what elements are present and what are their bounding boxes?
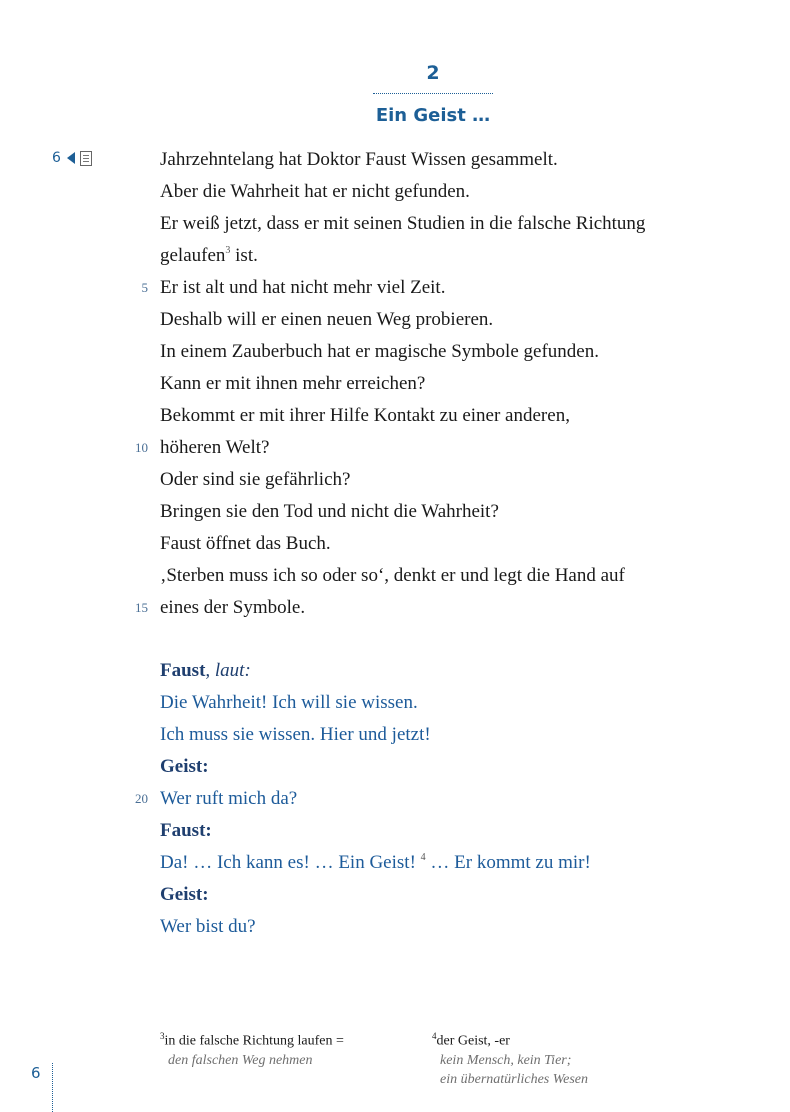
text-line: Bekommt er mit ihrer Hilfe Kontakt zu einer anderen, xyxy=(160,405,570,426)
line-number: 15 xyxy=(135,600,148,615)
text-line: 15 eines der Symbole. xyxy=(160,594,760,626)
text-line: 10 höheren Welt? xyxy=(160,434,760,466)
page-number: 6 xyxy=(31,1064,41,1082)
footnote-definition: ein übernatürliches Wesen xyxy=(440,1071,589,1087)
text-line: Oder sind sie gefährlich? xyxy=(160,469,351,490)
footnote-marker: 4 xyxy=(432,1031,437,1041)
speaker-icon xyxy=(67,152,75,164)
footnote-4 xyxy=(432,1027,588,1089)
footnote-3 xyxy=(160,1027,344,1070)
text-line: Er weiß jetzt, dass er mit seinen Studien in die falsche Richtung xyxy=(160,213,646,234)
footnote-ref-3: 3 xyxy=(225,245,231,256)
audio-track-number: 6 xyxy=(52,150,61,166)
document-icon xyxy=(80,151,92,166)
footnote-definition: kein Mensch, kein Tier; xyxy=(440,1052,572,1068)
footnote-marker: 3 xyxy=(160,1031,165,1041)
dialogue-line: Die Wahrheit! Ich will sie wissen. xyxy=(160,692,418,713)
line-number: 10 xyxy=(135,440,148,455)
footnote-definition: den falschen Weg nehmen xyxy=(168,1052,313,1068)
dialogue-line: Da! … Ich kann es! … Ein Geist! $^4$ … Er kommt zu mir! xyxy=(160,852,591,873)
text-line: ‚Sterben muss ich so oder so‘, denkt er und legt die Hand auf xyxy=(160,565,625,586)
margin-divider xyxy=(52,1063,53,1112)
chapter-divider xyxy=(373,93,493,94)
line-number: 20 xyxy=(135,791,148,806)
chapter-number: 2 xyxy=(426,62,440,84)
speaker-name: Geist: xyxy=(160,884,209,905)
text-line: Faust öffnet das Buch. xyxy=(160,533,331,554)
text-line: gelaufen$^3$ ist. xyxy=(160,245,258,266)
speaker-name: Faust xyxy=(160,660,206,681)
dialogue-line: Ich muss sie wissen. Hier und jetzt! xyxy=(160,724,431,745)
speaker-name: Geist: xyxy=(160,756,209,777)
speaker-line xyxy=(160,657,760,689)
text-line: Deshalb will er einen neuen Weg probieren. xyxy=(160,309,494,330)
speaker-name: Faust: xyxy=(160,820,212,841)
stage-direction: , laut: xyxy=(205,660,251,681)
footnote-term: der Geist, -er xyxy=(436,1033,510,1049)
text-line: Jahrzehntelang hat Doktor Faust Wissen gesammelt. xyxy=(160,149,558,170)
text-line: Kann er mit ihnen mehr erreichen? xyxy=(160,373,426,394)
footnote-ref-4: 4 xyxy=(420,852,426,863)
footnote-term: in die falsche Richtung laufen = xyxy=(164,1033,344,1049)
text-line: Aber die Wahrheit hat er nicht gefunden. xyxy=(160,181,470,202)
chapter-title: Ein Geist … xyxy=(375,105,491,126)
text-line: 5 Er ist alt und hat nicht mehr viel Zeit. xyxy=(160,274,760,306)
audio-track-marker[interactable] xyxy=(52,150,92,166)
text-line: Bringen sie den Tod und nicht die Wahrheit? xyxy=(160,501,499,522)
main-text xyxy=(135,146,760,945)
dialogue-line: Wer bist du? xyxy=(160,916,256,937)
dialogue-line: 20 Wer ruft mich da? xyxy=(160,785,760,817)
line-number: 5 xyxy=(141,280,148,295)
text-line: In einem Zauberbuch hat er magische Symbole gefunden. xyxy=(160,341,599,362)
